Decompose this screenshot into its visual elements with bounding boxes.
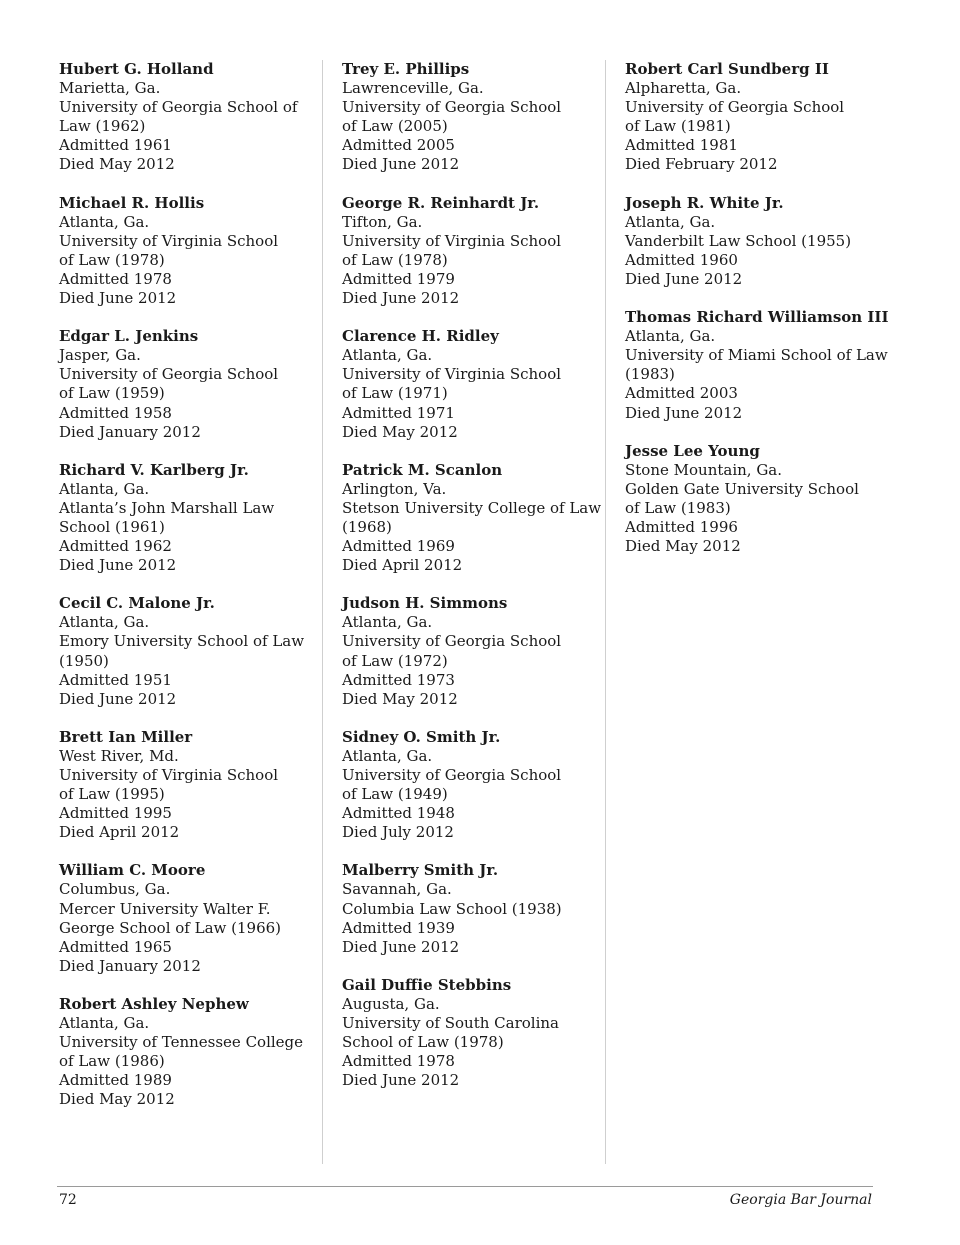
member-name: Gail Duffie Stebbins <box>342 975 512 994</box>
entry-detail-line: University of Virginia School <box>59 231 279 250</box>
entry-detail-line: University of Virginia School <box>342 231 562 250</box>
entry-detail-line: Atlanta, Ga. <box>625 212 716 231</box>
entry-detail-line: Vanderbilt Law School (1955) <box>625 231 852 250</box>
entry-detail-line: Admitted 1971 <box>342 403 455 422</box>
entry-detail-line: Admitted 2003 <box>625 384 738 403</box>
page-number: 72 <box>59 1192 77 1208</box>
entry-detail-line: Died June 2012 <box>625 269 743 288</box>
entry-detail-line: of Law (1978) <box>59 250 165 269</box>
entry-detail-line: University of Georgia School <box>342 766 562 784</box>
entry-detail-line: Admitted 1989 <box>59 1071 172 1090</box>
member-name: Trey E. Phillips <box>342 60 470 78</box>
member-name: Richard V. Karlberg Jr. <box>59 460 249 479</box>
entry-detail-line: Emory University School of Law <box>59 632 305 651</box>
entry-detail-line: Admitted 1951 <box>59 670 172 689</box>
member-name: Sidney O. Smith Jr. <box>342 727 501 746</box>
obituary-entry <box>625 60 895 175</box>
member-name: Thomas Richard Williamson III <box>625 308 889 327</box>
member-name: William C. Moore <box>59 861 206 880</box>
entry-detail-line: University of Virginia School <box>59 766 279 784</box>
obituary-entry <box>59 861 329 976</box>
member-name: Michael R. Hollis <box>59 193 205 212</box>
entry-detail-line: of Law (1971) <box>342 384 448 403</box>
entry-detail-line: Admitted 1965 <box>59 937 172 956</box>
member-name: Clarence H. Ridley <box>342 327 499 346</box>
entry-detail-line: Admitted 1958 <box>59 403 172 422</box>
obituary-entry <box>342 728 612 843</box>
entry-detail-line: Admitted 1969 <box>342 537 455 556</box>
obituary-entry <box>342 327 612 442</box>
entry-detail-line: Died June 2012 <box>342 155 460 174</box>
entry-detail-line: Admitted 1978 <box>59 269 172 288</box>
entry-detail-line: Admitted 2005 <box>342 136 455 155</box>
column-left <box>59 60 329 1129</box>
obituary-entry <box>625 442 895 557</box>
entry-detail-line: Admitted 1948 <box>342 804 455 823</box>
entry-detail-line: of Law (1995) <box>59 785 165 804</box>
entry-detail-line: Admitted 1981 <box>625 136 738 155</box>
entry-detail-line: Jasper, Ga. <box>59 346 141 365</box>
obituary-entry <box>59 60 329 175</box>
entry-detail-line: School of Law (1978) <box>342 1033 504 1052</box>
entry-detail-line: Atlanta’s John Marshall Law <box>59 498 275 517</box>
entry-detail-line: University of Miami School of Law <box>625 346 888 365</box>
entry-detail-line: Died June 2012 <box>625 403 743 422</box>
entry-detail-line: of Law (1983) <box>625 498 731 517</box>
entry-detail-line: of Law (1949) <box>342 785 448 804</box>
member-name: Edgar L. Jenkins <box>59 327 199 346</box>
entry-detail-line: Atlanta, Ga. <box>342 746 433 765</box>
entry-detail-line: Atlanta, Ga. <box>625 327 716 346</box>
entry-detail-line: Admitted 1996 <box>625 517 738 536</box>
entry-detail-line: Died June 2012 <box>342 289 460 308</box>
entry-detail-line: Died June 2012 <box>59 556 177 575</box>
member-name: George R. Reinhardt Jr. <box>342 193 540 212</box>
entry-detail-line: University of Virginia School <box>342 365 562 384</box>
entry-detail-line: Law (1962) <box>59 117 146 136</box>
obituary-entry <box>342 976 612 1091</box>
footer-rule <box>57 1186 873 1187</box>
entry-detail-line: Died April 2012 <box>342 556 463 575</box>
entry-detail-line: Alpharetta, Ga. <box>625 79 742 98</box>
entry-detail-line: Admitted 1962 <box>59 537 172 556</box>
entry-detail-line: of Law (2005) <box>342 117 448 136</box>
entry-detail-line: Admitted 1973 <box>342 670 455 689</box>
entry-detail-line: of Law (1981) <box>625 117 731 136</box>
entry-detail-line: Atlanta, Ga. <box>59 1014 150 1033</box>
entry-detail-line: University of Georgia School of <box>59 98 298 117</box>
entry-detail-line: Admitted 1961 <box>59 136 172 155</box>
entry-detail-line: University of Tennessee College <box>59 1033 304 1052</box>
obituary-entry <box>342 594 612 709</box>
member-name: Jesse Lee Young <box>625 441 760 460</box>
entry-detail-line: Died February 2012 <box>625 155 778 174</box>
member-name: Cecil C. Malone Jr. <box>59 594 215 613</box>
entry-detail-line: Died June 2012 <box>342 1071 460 1090</box>
obituary-entry <box>59 728 329 843</box>
obituary-entry <box>59 594 329 709</box>
entry-detail-line: Savannah, Ga. <box>342 880 452 899</box>
journal-title: Georgia Bar Journal <box>729 1192 872 1208</box>
entry-detail-line: Stone Mountain, Ga. <box>625 460 783 479</box>
entry-detail-line: (1983) <box>625 365 675 384</box>
entry-detail-line: Died June 2012 <box>59 289 177 308</box>
entry-detail-line: of Law (1972) <box>342 651 448 670</box>
obituary-entry <box>59 327 329 442</box>
entry-detail-line: Died June 2012 <box>59 689 177 708</box>
entry-detail-line: Golden Gate University School <box>625 479 859 498</box>
entry-detail-line: Atlanta, Ga. <box>59 479 150 498</box>
entry-detail-line: Marietta, Ga. <box>59 79 161 98</box>
entry-detail-line: Columbia Law School (1938) <box>342 899 562 918</box>
entry-detail-line: Tifton, Ga. <box>342 212 423 231</box>
member-name: Brett Ian Miller <box>59 727 193 746</box>
obituary-entry <box>625 194 895 289</box>
obituary-entry <box>342 861 612 956</box>
entry-detail-line: University of Georgia School <box>625 98 845 117</box>
column-right <box>625 60 895 575</box>
entry-detail-line: Admitted 1960 <box>625 250 738 269</box>
obituary-entry <box>342 60 612 175</box>
entry-detail-line: Admitted 1979 <box>342 269 455 288</box>
entry-detail-line: Stetson University College of Law <box>342 498 602 517</box>
entry-detail-line: Atlanta, Ga. <box>342 613 433 632</box>
entry-detail-line: (1950) <box>59 651 109 670</box>
entry-detail-line: Died May 2012 <box>342 689 458 708</box>
entry-detail-line: George School of Law (1966) <box>59 918 282 937</box>
obituary-entry <box>59 461 329 576</box>
entry-detail-line: Admitted 1978 <box>342 1052 455 1071</box>
entry-detail-line: University of South Carolina <box>342 1014 559 1033</box>
entry-detail-line: Lawrenceville, Ga. <box>342 79 484 98</box>
member-name: Robert Carl Sundberg II <box>625 60 829 78</box>
entry-detail-line: Died June 2012 <box>342 937 460 956</box>
entry-detail-line: Died April 2012 <box>59 823 180 842</box>
entry-detail-line: University of Georgia School <box>59 365 279 384</box>
entry-detail-line: Admitted 1995 <box>59 804 172 823</box>
member-name: Hubert G. Holland <box>59 60 214 78</box>
entry-detail-line: University of Georgia School <box>342 632 562 651</box>
entry-detail-line: Died May 2012 <box>342 422 458 441</box>
entry-detail-line: Died May 2012 <box>59 155 175 174</box>
entry-detail-line: Arlington, Va. <box>342 479 447 498</box>
entry-detail-line: of Law (1986) <box>59 1052 165 1071</box>
entry-detail-line: of Law (1978) <box>342 250 448 269</box>
column-middle <box>342 60 612 1109</box>
member-name: Judson H. Simmons <box>342 594 508 613</box>
entry-detail-line: (1968) <box>342 517 392 536</box>
member-name: Joseph R. White Jr. <box>625 193 784 212</box>
entry-detail-line: Died July 2012 <box>342 823 454 842</box>
entry-detail-line: Died May 2012 <box>59 1090 175 1109</box>
obituary-entry <box>342 194 612 309</box>
entry-detail-line: Died January 2012 <box>59 422 201 441</box>
entry-detail-line: Augusta, Ga. <box>342 994 440 1013</box>
obituary-entry <box>59 995 329 1110</box>
member-name: Patrick M. Scanlon <box>342 460 503 479</box>
obituary-entry <box>625 308 895 423</box>
member-name: Malberry Smith Jr. <box>342 861 499 880</box>
entry-detail-line: Admitted 1939 <box>342 918 455 937</box>
obituary-entry <box>342 461 612 576</box>
obituary-entry <box>59 194 329 309</box>
entry-detail-line: University of Georgia School <box>342 98 562 117</box>
entry-detail-line: Died January 2012 <box>59 956 201 975</box>
entry-detail-line: Mercer University Walter F. <box>59 899 271 918</box>
entry-detail-line: Atlanta, Ga. <box>59 613 150 632</box>
entry-detail-line: Died May 2012 <box>625 537 741 556</box>
member-name: Robert Ashley Nephew <box>59 994 249 1013</box>
entry-detail-line: Atlanta, Ga. <box>59 212 150 231</box>
entry-detail-line: Columbus, Ga. <box>59 880 171 899</box>
entry-detail-line: School (1961) <box>59 517 165 536</box>
entry-detail-line: West River, Md. <box>59 746 179 765</box>
entry-detail-line: of Law (1959) <box>59 384 165 403</box>
entry-detail-line: Atlanta, Ga. <box>342 346 433 365</box>
